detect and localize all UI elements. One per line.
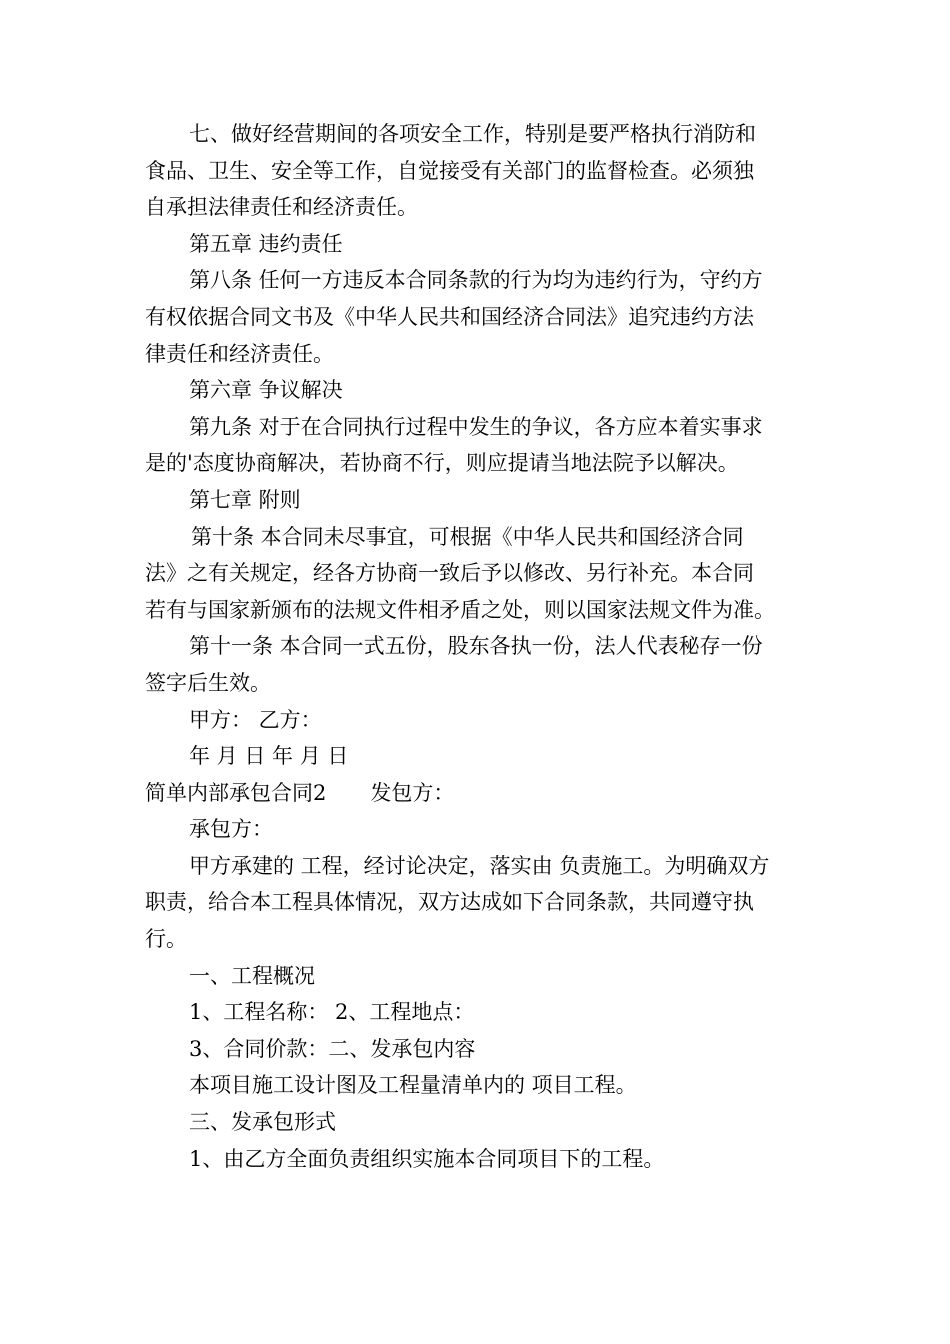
signature-date-line: 年 月 日 年 月 日 <box>189 744 349 769</box>
issuer-label: 发包方： <box>370 780 455 805</box>
paragraph-line: 第十条 本合同未尽事宜，可根据《中华人民共和国经济合同 <box>191 524 744 549</box>
paragraph-line: 1、工程名称： 2、工程地点： <box>189 1000 475 1025</box>
document-body <box>145 116 810 1177</box>
contractor-label: 承包方： <box>189 817 273 842</box>
chapter-heading: 第五章 违约责任 <box>189 231 343 256</box>
section-heading: 一、工程概况 <box>189 963 315 988</box>
chapter-heading: 第六章 争议解决 <box>189 378 343 403</box>
paragraph-line: 七、做好经营期间的各项安全工作，特别是要严格执行消防和 <box>189 122 756 146</box>
contract-title: 简单内部承包合同2 <box>145 780 327 805</box>
paragraph-line: 1、由乙方全面负责组织实施本合同项目下的工程。 <box>189 1146 665 1171</box>
paragraph-line: 第八条 任何一方违反本合同条款的行为均为违约行为，守约方 <box>189 268 763 293</box>
section-heading: 三、发承包形式 <box>189 1110 336 1135</box>
paragraph-line: 行。 <box>145 927 187 952</box>
paragraph-line: 法》之有关规定，经各方协商一致后予以修改、另行补充。本合同 <box>145 561 754 586</box>
signature-parties-line: 甲方： 乙方： <box>189 707 322 732</box>
paragraph-line: 自承担法律责任和经济责任。 <box>145 195 418 220</box>
paragraph-line: 职责，给合本工程具体情况，双方达成如下合同条款，共同遵守执 <box>145 890 754 915</box>
paragraph-line: 律责任和经济责任。 <box>145 341 334 366</box>
contract-title-line <box>145 775 810 812</box>
paragraph-line: 有权依据合同文书及《中华人民共和国经济合同法》追究违约方法 <box>145 304 754 329</box>
paragraph-line: 食品、卫生、安全等工作，自觉接受有关部门的监督检查。必须独 <box>145 158 754 183</box>
paragraph-line: 若有与国家新颁布的法规文件相矛盾之处，则以国家法规文件为准。 <box>145 597 775 622</box>
paragraph-line: 3、合同价款：二、发承包内容 <box>189 1036 476 1061</box>
paragraph-line: 本项目施工设计图及工程量清单内的 项目工程。 <box>189 1073 637 1098</box>
paragraph-line: 第九条 对于在合同执行过程中发生的争议，各方应本着实事求 <box>189 414 763 439</box>
paragraph-line: 签字后生效。 <box>145 670 271 695</box>
chapter-heading: 第七章 附则 <box>189 487 301 512</box>
paragraph-line: 是的'态度协商解决，若协商不行，则应提请当地法院予以解决。 <box>145 451 739 476</box>
paragraph-line: 甲方承建的 工程，经讨论决定，落实由 负责施工。为明确双方 <box>189 853 770 878</box>
paragraph-line: 第十一条 本合同一式五份，股东各执一份，法人代表秘存一份 <box>189 634 763 659</box>
